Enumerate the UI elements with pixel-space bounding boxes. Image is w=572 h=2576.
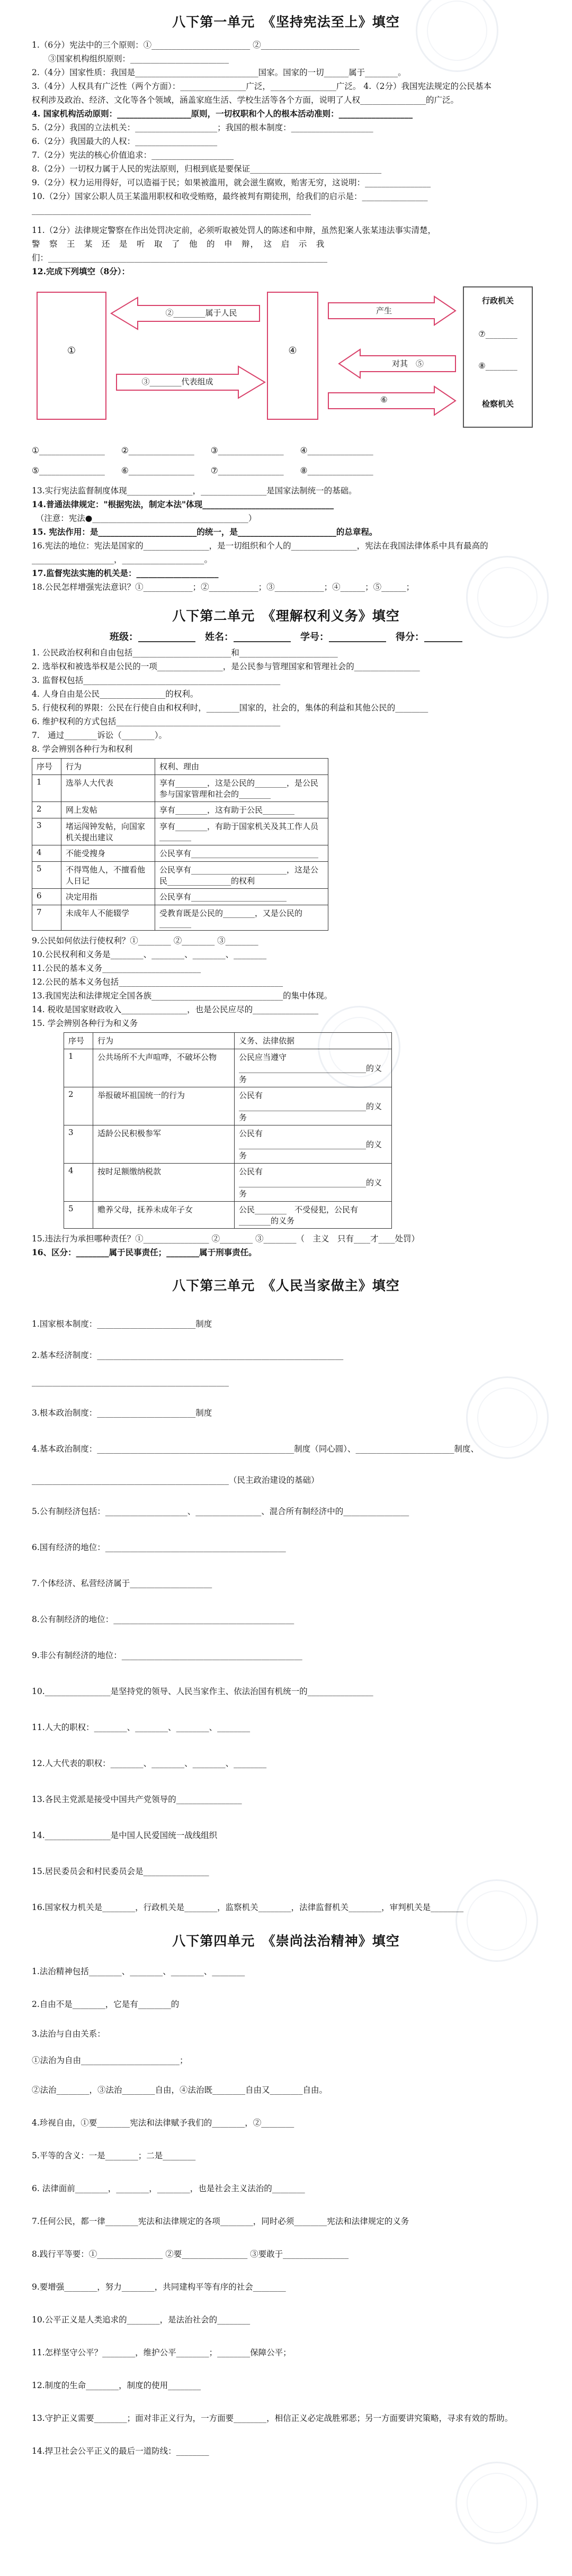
u1-line: 18.公民怎样增强宪法意识？①____________；②____________；③____________；④______；⑤______； xyxy=(32,582,415,592)
u2-line: 12.公民的基本义务包括________________________________________ xyxy=(32,977,283,987)
cell: 1 xyxy=(32,775,61,802)
cell: 不能受搜身 xyxy=(61,845,155,862)
unit1-lines xyxy=(32,38,540,278)
watermark-seal xyxy=(455,2462,538,2544)
unit4-title: 八下第四单元 《崇尚法治精神》填空 xyxy=(172,1933,400,1949)
table-row xyxy=(32,818,328,845)
u1-line: 6.（2分）我国最大的人权：____________________ xyxy=(32,137,218,146)
cell: 决定用指 xyxy=(61,889,155,905)
u2-line: 9.公民如何依法行使权利？①________ ②________ ③________ xyxy=(32,936,258,945)
u3-line: 14.________________是中国人民爱国统一战线组织 xyxy=(32,1831,218,1840)
table-row xyxy=(64,1164,392,1202)
cell: 公民________ 不受侵犯，公民有________的义务 xyxy=(235,1202,392,1229)
u3-line: 7.个体经济、私营经济属于____________________ xyxy=(32,1579,212,1588)
u3-line: 6.国有经济的地位：____________________________________________ xyxy=(32,1543,286,1552)
cell: 公共场所不大声喧哗，不破坏公物 xyxy=(93,1049,235,1087)
u1-line: 11.（2分）法律规定警察在作出处罚决定前，必须听取被处罚人的陈述和申辩，虽然犯案人张某违法事实清楚， xyxy=(32,226,436,235)
table-row xyxy=(32,889,328,905)
u2-line: 7. 通过________诉讼（________）。 xyxy=(32,731,167,740)
unit2-lines xyxy=(32,646,540,756)
u1-line: 们：____________________________________________________________________ xyxy=(32,253,328,263)
cell: 公民享有________________________________ xyxy=(155,845,328,862)
cell: 公民应当遵守________________________________的义务 xyxy=(235,1049,392,1087)
table-row xyxy=(64,1202,392,1229)
u1-line: 警 察 王 某 还 是 听 取 了 他 的 申 辩， 这 启 示 我 xyxy=(32,239,325,249)
u1-line: 17.监督宪法实施的机关是：____________________ xyxy=(32,568,219,578)
u1-line: 12.完成下列填空（8分）： xyxy=(32,266,130,276)
cell: 5 xyxy=(64,1202,93,1229)
table-row xyxy=(32,802,328,818)
rights-table-header: 权利、理由 xyxy=(155,759,328,775)
cell: 1 xyxy=(64,1049,93,1087)
u4-line: 1.法治精神包括________、________、________、________ xyxy=(32,1967,245,1976)
cell: 4 xyxy=(32,845,61,862)
u1-line: 15. 宪法作用：是________________________的统一，是________________________的总章程。 xyxy=(32,527,378,537)
u1-line: 5.（2分）我国的立法机关：____________________；我国的根本制度：____________________ xyxy=(32,123,373,132)
unit4-lines xyxy=(32,1955,540,2467)
table-row xyxy=(32,862,328,889)
u4-line: 9.要增强________，努力________，共同建构平等有序的社会________ xyxy=(32,2282,286,2292)
u1-line: 14.普通法律规定："根据宪法，制定本法"体现________________________________ xyxy=(32,499,334,509)
diagram-c2: ②________属于人民 xyxy=(165,308,237,318)
u1-line: 权利涉及政治、经济、文化等各个领域，涵盖家庭生活、学校生活等各个方面，说明了人权________________的广泛。 xyxy=(32,95,459,105)
table-row xyxy=(64,1125,392,1164)
u2-line: 6. 维护权利的方式包括________________________________________ xyxy=(32,717,281,726)
u4-line: 4.珍视自由，①要________宪法和法律赋予我们的________，②________ xyxy=(32,2118,294,2128)
cell: 公民享有________________________ xyxy=(155,889,328,905)
table-row xyxy=(32,845,328,862)
u2-line: 16、区分：________属于民事责任；________属于刑事责任。 xyxy=(32,1247,257,1257)
u3-line: ________________________________________________ xyxy=(32,1377,229,1386)
u1-line: ③国家机构组织原则：________________________ xyxy=(32,54,229,64)
u2-line: 3. 监督权包括________________________________________________ xyxy=(32,675,281,685)
diagram-c8: 行政机关 xyxy=(481,296,514,305)
u4-line: 11.怎样坚守公平？________，维护公平________；________保障公平； xyxy=(32,2348,291,2357)
u1-line: 13.实行宪法监督制度体现________________，________________是国家法制统一的基础。 xyxy=(32,486,357,496)
u2-line: 5. 行使权利的界限：公民在行使自由和权利时，________国家的，社会的，集体的利益和其他公民的________ xyxy=(32,703,428,713)
u1-line: 2.（4分）国家性质：我国是______________________________国家。国家的一切______属于________。 xyxy=(32,68,406,77)
u3-line: 1.国家根本制度：________________________制度 xyxy=(32,1319,212,1329)
cell: 公民有________________________________的义务 xyxy=(235,1087,392,1125)
cell: 6 xyxy=(32,889,61,905)
u3-line: 13.各民主党派是接受中国共产党领导的________________ xyxy=(32,1795,242,1804)
cell: 享有________，有助于国家机关及其工作人员________ xyxy=(155,818,328,845)
table-row xyxy=(64,1049,392,1087)
u4-line: 10.公平正义是人类追求的________，是法治社会的________ xyxy=(32,2315,251,2325)
cell: 公民享有________________________，这是公民________________的权利 xyxy=(155,862,328,889)
unit3-lines xyxy=(32,1306,540,1925)
u1-line: 10.（2分）国家公职人员王某滥用职权和收受贿赂，最终被判有期徒刑，给我们的启示是：________________ xyxy=(32,192,428,201)
cell: 公民有________________________________的义务 xyxy=(235,1125,392,1164)
table-row xyxy=(32,775,328,802)
cell: 未成年人不能辍学 xyxy=(61,905,155,931)
u3-line: 12.人大代表的职权：________、________、________、________ xyxy=(32,1759,267,1768)
u1-answer-line: ⑤________________ ⑥________________ ⑦________________ ⑧________________ xyxy=(32,466,373,475)
u3-line: ________________________________________________（民主政治建设的基础） xyxy=(32,1475,319,1485)
u2-line: 13.我国宪法和法律规定全国各族________________________________的集中体现。 xyxy=(32,991,333,1001)
u4-line: ①法治为自由________________________； xyxy=(32,2056,188,2065)
cell: 网上发帖 xyxy=(61,802,155,818)
cell: 享有________，这是公民的________，是公民参与国家管理和社会的________ xyxy=(155,775,328,802)
u1-line: 4. 国家机构活动原则：__________________原则，一切权职和个人的根本活动准则：__________________ xyxy=(32,109,413,119)
cell: 享有________，这有助于公民________ xyxy=(155,802,328,818)
rights-table xyxy=(32,758,328,931)
u3-line: 11.人大的职权：________、________、________、________ xyxy=(32,1723,251,1732)
u4-line: 13.守护正义需要________；面对非正义行为，一方面要________，相信正义必定战胜邪恶；另一方面要讲究策略，寻求有效的帮助。 xyxy=(32,2413,513,2423)
u1-line: 7.（2分）宪法的核心价值追求：____________________ xyxy=(32,150,234,160)
cell: 7 xyxy=(32,905,61,931)
u1-answer-line: ①________________ ②________________ ③________________ ④________________ xyxy=(32,446,373,455)
diagram-c5: 产生 xyxy=(376,306,392,316)
cell: 适龄公民积极参军 xyxy=(93,1125,235,1164)
cell: 赡养父母，抚养未成年子女 xyxy=(93,1202,235,1229)
duties-table-header: 行为 xyxy=(93,1033,235,1049)
u4-line: 7.任何公民，都一律________宪法和法律规定的各项________，同时必须________宪法和法律规定的义务 xyxy=(32,2217,409,2226)
unit2-title: 八下第二单元 《理解权利义务》填空 xyxy=(172,608,400,624)
u1-line: 9.（2分）权力运用得好，可以造福于民；如果被滥用，就会滋生腐败，贻害无穷，这说明：________________ xyxy=(32,178,431,187)
cell: 2 xyxy=(64,1087,93,1125)
duties-table-header: 义务、法律依据 xyxy=(235,1033,392,1049)
u1-line: 16.宪法的地位：宪法是国家的________________，是一切组织和个人的________________，宪法在我国法律体系中具有最高的 xyxy=(32,541,488,551)
cell: 5 xyxy=(32,862,61,889)
u4-line: 12.制度的生命________，制度的使用________ xyxy=(32,2381,201,2390)
diagram-c6: 对其 ⑤ xyxy=(391,359,424,368)
diagram-c9: ⑦________ xyxy=(478,329,517,339)
duties-table-header: 序号 xyxy=(64,1033,93,1049)
u2-line: 10.公民权利和义务是________、________、________、________ xyxy=(32,950,267,959)
u2-line: 4. 人身自由是公民________________的权利。 xyxy=(32,689,199,699)
u3-line: 8.公有制经济的地位：____________________________________________ xyxy=(32,1615,294,1624)
u2-line: 14. 税收是国家财政收入________________，也是公民应尽的________________ xyxy=(32,1005,319,1014)
cell: 公民有________________________________的义务 xyxy=(235,1164,392,1202)
u3-line: 15.居民委员会和村民委员会是________________ xyxy=(32,1867,209,1876)
diagram-c3: ③________代表组成 xyxy=(141,377,213,386)
u3-line: 2.基本经济制度：____________________________________________________________ xyxy=(32,1350,344,1360)
u1-line: 8.（2分）一切权力属于人民的宪法原则，归根到底是要保证________________________________ xyxy=(32,164,382,174)
u3-line: 3.根本政治制度：________________________制度 xyxy=(32,1408,212,1418)
u1-line: 1.（6分）宪法中的三个原则：①________________________ ②________________________ xyxy=(32,40,360,50)
u4-line: 6. 法律面前________，________，________，也是社会主义法治的________ xyxy=(32,2184,305,2193)
u3-line: 10.________________是坚持党的领导、人民当家作主、依法治国有机统一的________________ xyxy=(32,1687,373,1696)
diagram-c10: ⑧________ xyxy=(478,361,517,371)
u3-line: 5.公有制经济包括：____________________、________________、混合所有制经济中的________________ xyxy=(32,1507,409,1516)
u2-line: 2. 选举权和被选举权是公民的一项________________，是公民参与管理国家和管理社会的________________ xyxy=(32,662,420,671)
cell: 2 xyxy=(32,802,61,818)
u2-line: 15.违法行为承担哪种责任？①________________ ②________ ③________（ 主义 只有____才____处罚） xyxy=(32,1234,420,1244)
u1-line: （注意：宪法●______________________________________） xyxy=(32,514,257,523)
cell: 4 xyxy=(64,1164,93,1202)
u2-line: 15. 学会辨别各种行为和义务 xyxy=(32,1019,138,1028)
u2-line: 1. 公民政治权利和自由包括________________________和________________________ xyxy=(32,648,338,657)
cell: 不得骂他人，不擅看他人日记 xyxy=(61,862,155,889)
diagram-c11: 检察机关 xyxy=(481,399,514,409)
unit1-title: 八下第一单元 《坚持宪法至上》填空 xyxy=(172,14,400,30)
duties-table xyxy=(64,1032,392,1229)
table-row xyxy=(64,1087,392,1125)
u2-line: 8. 学会辨别各种行为和权利 xyxy=(32,744,133,754)
unit2-lines2 xyxy=(32,934,540,1030)
rights-table-header: 序号 xyxy=(32,759,61,775)
cell: 堵运闯钟发帖，向国家机关提出建议 xyxy=(61,818,155,845)
cell: 按时足额缴纳税款 xyxy=(93,1164,235,1202)
diagram-c7: ⑥ xyxy=(380,395,388,404)
state-structure-diagram xyxy=(32,282,540,440)
u4-line: 3.法治与自由关系： xyxy=(32,2029,105,2039)
u4-line: 8.践行平等要：①________________ ②要________________ ③要敢于________________ xyxy=(32,2249,349,2259)
unit3-title: 八下第三单元 《人民当家做主》填空 xyxy=(172,1278,400,1293)
cell: 3 xyxy=(32,818,61,845)
diagram-c1: ① xyxy=(67,345,76,356)
u4-line: 5.平等的含义：一是________；二是________ xyxy=(32,2151,196,2160)
u4-line: 14.捍卫社会公平正义的最后一道防线：________ xyxy=(32,2446,209,2456)
u1-line: ____________________________________________________________________ xyxy=(32,205,311,215)
cell: 举报破坏祖国统一的行为 xyxy=(93,1087,235,1125)
table-row xyxy=(32,905,328,931)
u3-line: 9.非公有制经济的地位：____________________________________________ xyxy=(32,1651,302,1660)
u2-line: 11.公民的基本义务________________________ xyxy=(32,963,201,973)
u1-line: ____________________，____________________。 xyxy=(32,555,213,564)
student-info-header: 班级：____________ 姓名：____________ 学号：____________ 得分：________ xyxy=(110,632,462,643)
u3-line: 4.基本政治制度：________________________________________________制度（同心圆）、________________________制度、 xyxy=(32,1444,479,1454)
diagram-c4: ④ xyxy=(288,345,297,356)
u3-line: 16.国家权力机关是________，行政机关是________，监察机关________，法律监督机关________，审判机关是________ xyxy=(32,1903,464,1912)
rights-table-header: 行为 xyxy=(61,759,155,775)
worksheet-content xyxy=(32,0,540,2467)
u4-line: ②法治________，③法治________自由，④法治既________自由又________自由。 xyxy=(32,2085,328,2095)
cell: 选举人大代表 xyxy=(61,775,155,802)
u4-line: 2.自由不是________，它是有________的 xyxy=(32,1999,180,2009)
cell: 3 xyxy=(64,1125,93,1164)
cell: 受教育既是公民的________，又是公民的________ xyxy=(155,905,328,931)
u1-line: 3.（4分）人权具有广泛性（两个方面）：________________广泛，________________广泛。 4.（2分）我国宪法规定的公民基本 xyxy=(32,82,491,91)
